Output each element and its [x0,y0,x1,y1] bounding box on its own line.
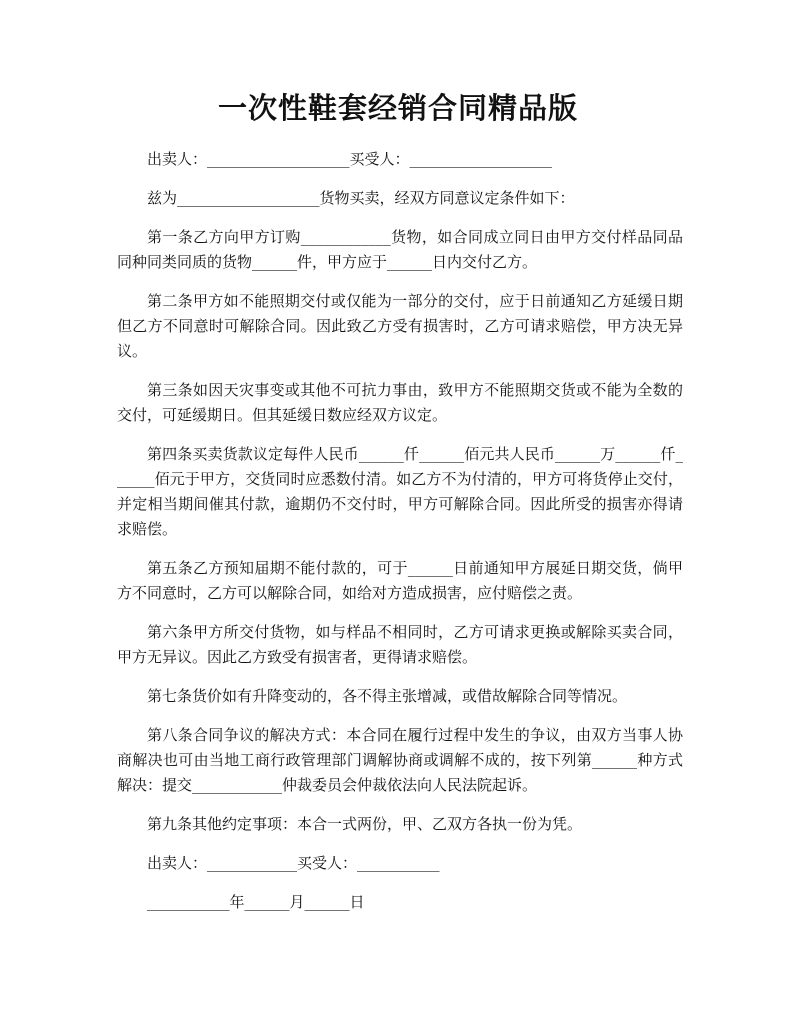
clause-8: 第八条合同争议的解决方式：本合同在履行过程中发生的争议，由双方当事人协商解决也可由当地工商行政管理部门调解协商或调解不成的，按下列第______种方式解决：提交____________仲裁委员会仲裁依法向人民法院起诉。 [117,726,683,794]
clause-6: 第六条甲方所交付货物，如与样品不相同时，乙方可请求更换或解除买卖合同，甲方无异议。因此乙方致受有损害者，更得请求赔偿。 [117,623,683,666]
date-line: ___________年______月______日 [147,893,365,911]
clause-4: 第四条买卖货款议定每件人民币______仟______佰元共人民币______万______仟______佰元于甲方，交货同时应悉数付清。如乙方不为付清的，甲方可将货停止交付，并定相当期间催其付款，逾期仍不交付时，甲方可解除合同。因此所受的损害亦得请求赔偿。 [117,445,683,538]
signature-line: 出卖人：____________买受人：___________ [147,854,440,872]
clause-5: 第五条乙方预知届期不能付款的，可于______日前通知甲方展延日期交货，倘甲方不同意时，乙方可以解除合同，如给对方造成损害，应付赔偿之责。 [117,559,683,602]
clause-3: 第三条如因天灾事变或其他不可抗力事由，致甲方不能照期交货或不能为全数的交付，可延缓期日。但其延缓日数应经双方议定。 [117,381,683,424]
clause-9: 第九条其他约定事项：本合一式两份，甲、乙双方各执一份为凭。 [147,815,583,833]
document-title: 一次性鞋套经销合同精品版 [217,91,578,125]
goods-intro: 兹为___________________货物买卖，经双方同意议定条件如下： [147,189,575,207]
clause-1: 第一条乙方向甲方订购____________货物，如合同成立同日由甲方交付样品同品同种同类同质的货物______件，甲方应于______日内交付乙方。 [117,228,683,271]
clause-7: 第七条货价如有升降变动的，各不得主张增减，或借故解除合同等情况。 [147,687,628,705]
document-body [117,147,683,929]
seller-buyer-line: 出卖人：___________________买受人：___________________ [147,150,553,168]
clause-2: 第二条甲方如不能照期交付或仅能为一部分的交付，应于日前通知乙方延缓日期但乙方不同意时可解除合同。因此致乙方受有损害时，乙方可请求赔偿，甲方决无异议。 [117,292,683,360]
